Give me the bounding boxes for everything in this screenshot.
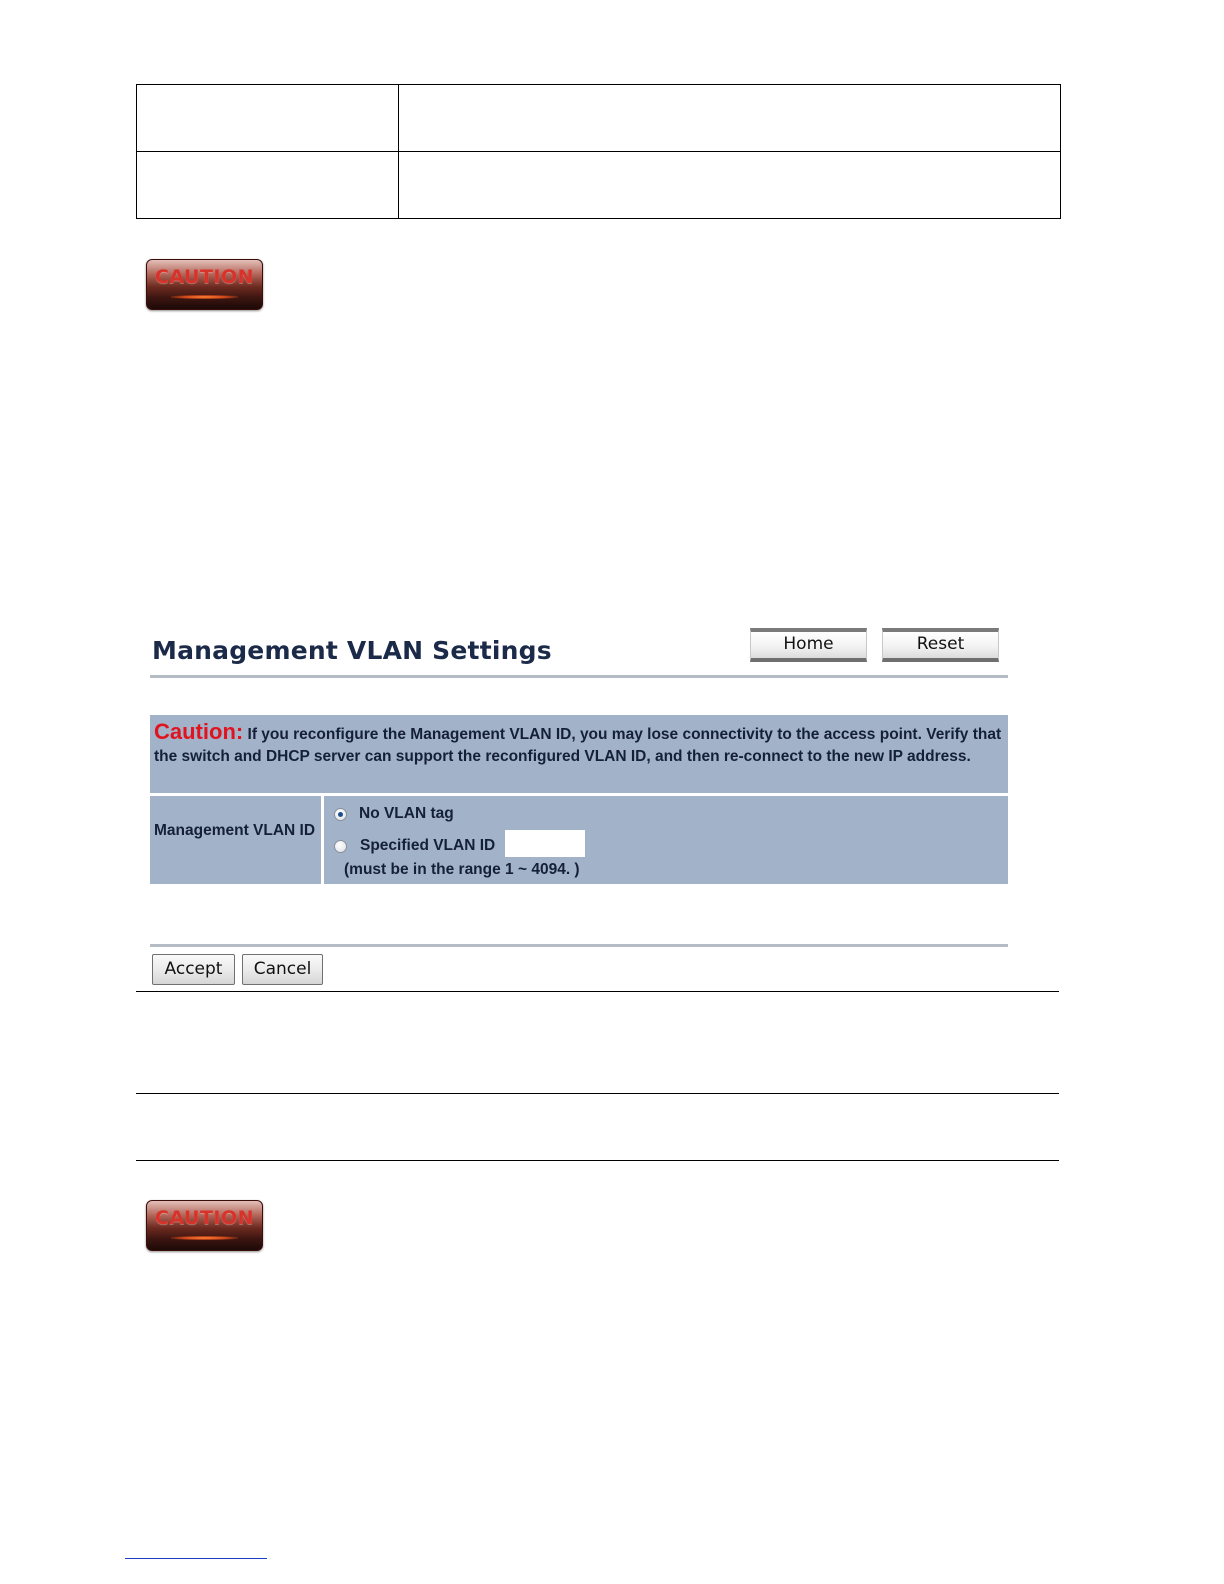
specified-vlan-id-radio[interactable]: [334, 840, 347, 853]
table-row: [137, 85, 1061, 152]
specified-vlan-id-label: Specified VLAN ID: [360, 837, 496, 854]
caution-badge-text: CAUTION: [154, 1207, 255, 1229]
vlan-id-input[interactable]: [505, 830, 585, 857]
table-cell: [137, 152, 399, 219]
cancel-button[interactable]: Cancel: [242, 954, 323, 985]
table-cell: [137, 85, 399, 152]
no-vlan-tag-label: No VLAN tag: [359, 805, 454, 822]
home-button[interactable]: Home: [750, 628, 867, 662]
form-divider: [150, 944, 1008, 947]
caution-badge: [146, 1200, 263, 1251]
table-cell: [399, 152, 1061, 219]
document-rule: [136, 1160, 1059, 1161]
vlan-range-note: (must be in the range 1 ~ 4094. ): [344, 861, 580, 878]
title-divider: [150, 675, 1008, 678]
accept-button[interactable]: Accept: [152, 954, 235, 985]
management-vlan-options: [324, 796, 1008, 884]
management-vlan-label: Management VLAN ID: [150, 796, 321, 884]
management-vlan-row: [150, 796, 1008, 884]
caution-badge-text: CAUTION: [154, 266, 255, 288]
table-row: [137, 152, 1061, 219]
table-cell: [399, 85, 1061, 152]
caution-message: [150, 715, 1008, 793]
caution-badge: [146, 259, 263, 310]
caution-text: If you reconfigure the Management VLAN ID, you may lose connectivity to the access point. Verify that the switch and DHCP server can support the reconfigured VLAN ID, and then re-connect to the new IP address.: [154, 726, 1002, 765]
no-vlan-tag-radio[interactable]: [334, 808, 347, 821]
footer-link-underline: [125, 1558, 267, 1559]
caution-glow-icon: [171, 295, 238, 299]
page-title: Management VLAN Settings: [152, 636, 552, 665]
caution-label: Caution:: [154, 719, 244, 744]
management-vlan-panel: [150, 622, 1008, 987]
document-rule: [136, 991, 1059, 992]
reset-button[interactable]: Reset: [882, 628, 999, 662]
spec-table: [136, 84, 1061, 219]
caution-glow-icon: [171, 1236, 238, 1240]
document-rule: [136, 1093, 1059, 1094]
